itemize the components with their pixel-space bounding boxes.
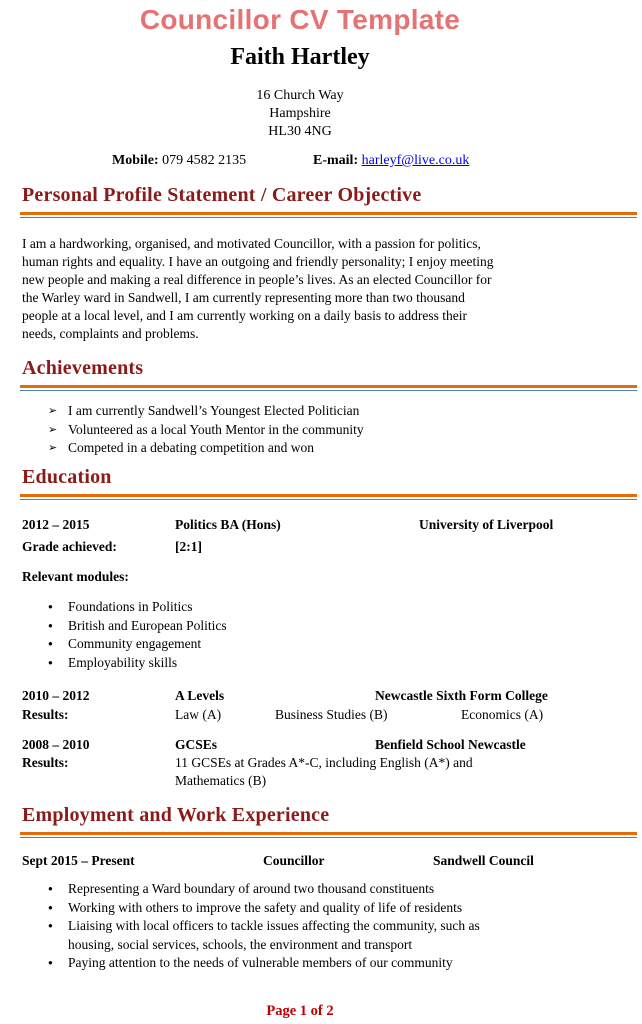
- email-label: E-mail:: [313, 153, 359, 168]
- profile-line: I am a hardworking, organised, and motivated Councillor, with a passion for politics,: [22, 236, 481, 251]
- employment-rule: [20, 832, 637, 838]
- gcse-course: GCSEs: [175, 737, 218, 752]
- grade-label: Grade achieved:: [22, 539, 117, 554]
- list-item: ➢ Volunteered as a local Youth Mentor in the community: [48, 421, 364, 440]
- gcse-institution: Benfield School Newcastle: [375, 737, 526, 752]
- achievements-list: [48, 402, 364, 458]
- list-item: ● Community engagement: [48, 635, 227, 654]
- employment-heading: Employment and Work Experience: [22, 804, 330, 826]
- profile-line: people at a local level, and I am currently working on a daily basis to address their: [22, 308, 467, 323]
- list-item: ● Employability skills: [48, 654, 227, 673]
- list-item: ● Paying attention to the needs of vulnerable members of our community: [48, 954, 568, 973]
- profile-text: [22, 235, 562, 343]
- achievements-heading: Achievements: [22, 357, 144, 379]
- gcse-results-line: 11 GCSEs at Grades A*-C, including English (A*) and: [175, 755, 473, 770]
- profile-rule: [20, 212, 637, 218]
- alevels-result: Law (A): [175, 707, 222, 722]
- modules-label: Relevant modules:: [22, 569, 129, 584]
- list-item: ● Foundations in Politics: [48, 598, 227, 617]
- duties-list: [48, 880, 568, 973]
- address-line-1: 16 Church Way: [256, 88, 344, 103]
- list-item: ● Liaising with local officers to tackle issues affecting the community, such as: [48, 917, 568, 936]
- job-role: Councillor: [263, 853, 325, 868]
- list-item-continuation: housing, social services, schools, the environment and transport: [68, 936, 413, 952]
- gcse-results-label: Results:: [22, 755, 69, 770]
- address-line-3: HL30 4NG: [268, 124, 332, 139]
- list-item: ➢ Competed in a debating competition and won: [48, 439, 364, 458]
- list-item: ➢ I am currently Sandwell’s Youngest Elected Politician: [48, 402, 364, 421]
- education-rule: [20, 494, 637, 500]
- degree-course: Politics BA (Hons): [175, 517, 281, 532]
- page-number: Page 1 of 2: [266, 1003, 334, 1019]
- degree-institution: University of Liverpool: [419, 517, 554, 532]
- alevels-result: Business Studies (B): [275, 707, 388, 722]
- alevels-result: Economics (A): [461, 707, 544, 722]
- alevels-course: A Levels: [175, 688, 225, 703]
- page-title: Councillor CV Template: [139, 4, 461, 35]
- mobile-label: Mobile:: [112, 153, 159, 168]
- profile-line: new people and making a real difference in people’s lives. As an elected Councillor for: [22, 272, 492, 287]
- gcse-results-line: Mathematics (B): [175, 773, 267, 788]
- alevels-results-label: Results:: [22, 707, 69, 722]
- achievements-rule: [20, 385, 637, 391]
- profile-line: the Warley ward in Sandwell, I am currently representing more than two thousand: [22, 290, 465, 305]
- education-heading: Education: [22, 466, 112, 488]
- email: [313, 153, 469, 169]
- list-item: ● British and European Politics: [48, 617, 227, 636]
- profile-line: needs, complaints and problems.: [22, 326, 199, 341]
- modules-list: [48, 598, 227, 672]
- job-dates: Sept 2015 – Present: [22, 853, 135, 868]
- list-item: ● Representing a Ward boundary of around two thousand constituents: [48, 880, 568, 899]
- mobile-value: 079 4582 2135: [162, 153, 247, 168]
- address-line-2: Hampshire: [269, 106, 331, 121]
- profile-heading: Personal Profile Statement / Career Objective: [22, 184, 422, 206]
- list-item: ● Working with others to improve the safety and quality of life of residents: [48, 899, 568, 918]
- job-employer: Sandwell Council: [433, 853, 534, 868]
- profile-line: human rights and equality. I have an outgoing and friendly personality; I enjoy meeting: [22, 254, 494, 269]
- alevels-institution: Newcastle Sixth Form College: [375, 688, 548, 703]
- mobile: [112, 153, 246, 169]
- grade-value: [2:1]: [175, 539, 202, 554]
- degree-dates: 2012 – 2015: [22, 517, 90, 532]
- gcse-dates: 2008 – 2010: [22, 737, 90, 752]
- alevels-dates: 2010 – 2012: [22, 688, 90, 703]
- candidate-name: Faith Hartley: [230, 44, 370, 70]
- email-link[interactable]: harleyf@live.co.uk: [361, 153, 470, 168]
